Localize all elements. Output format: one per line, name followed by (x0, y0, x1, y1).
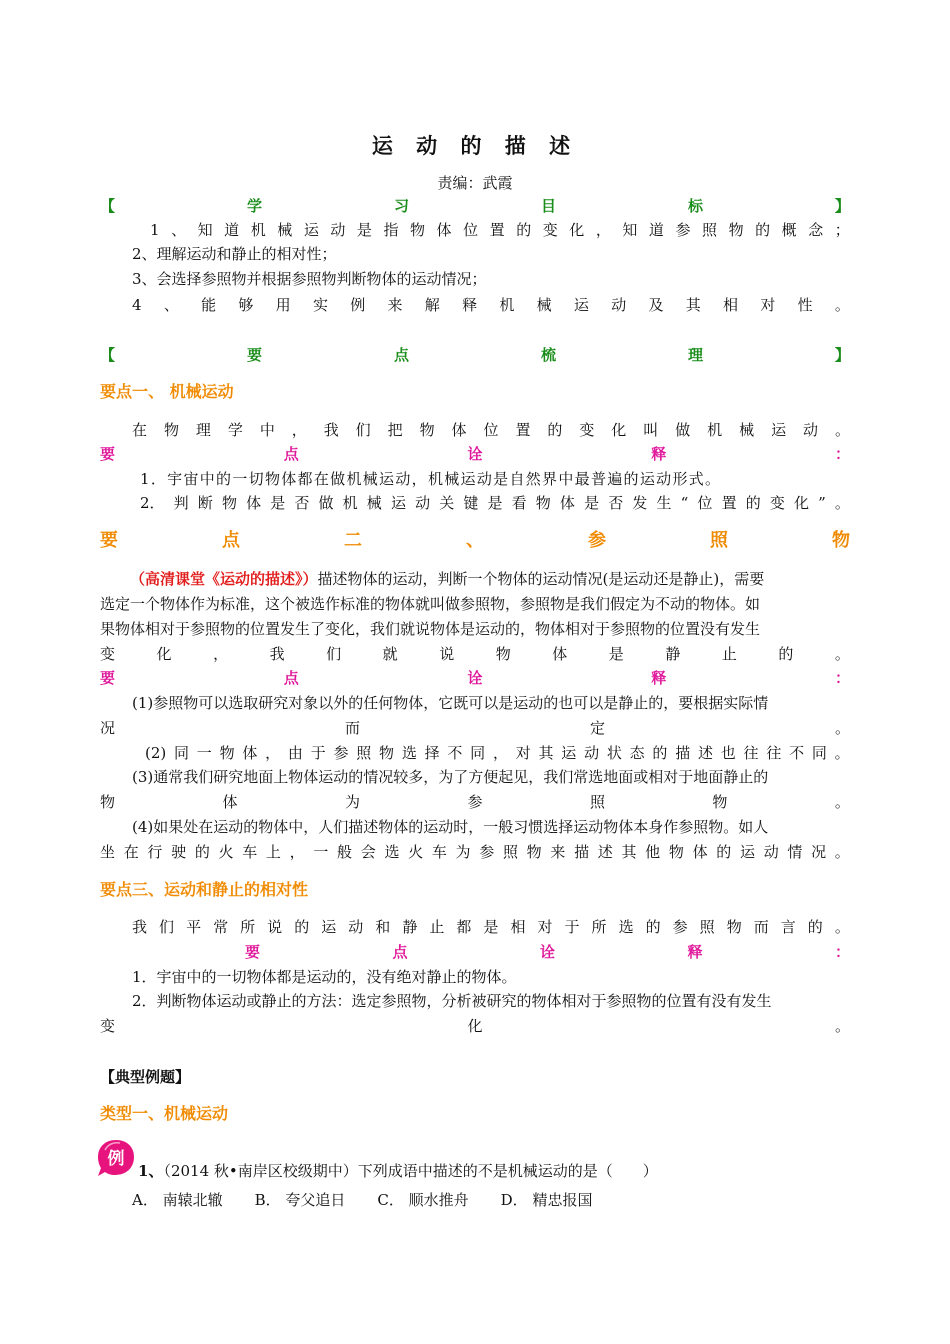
text-token: 释 (462, 296, 478, 314)
text-token: ， (213, 645, 229, 663)
text-token: 的 (194, 843, 210, 861)
text-token: 物 (726, 918, 742, 936)
text-token: 照 (699, 918, 715, 936)
text-token: 能 (201, 296, 217, 314)
hd-class-tag: （高清课堂《运动的描述》） (130, 570, 318, 588)
text-token: 键 (463, 494, 479, 512)
text-token: 述 (597, 843, 613, 861)
text-token: ， (289, 843, 305, 861)
text-token: 运 (303, 221, 319, 239)
text-token: 例 (350, 296, 366, 314)
question-1-number: 1、 (138, 1162, 164, 1180)
text-token: 来 (387, 296, 403, 314)
page-title: 运 动 的 描 述 (371, 133, 579, 158)
text-token: 械 (366, 494, 382, 512)
text-token: 和 (375, 918, 391, 936)
text-token: 体 (552, 645, 568, 663)
text-token: 位 (463, 221, 479, 239)
text-token: 释 (651, 669, 667, 687)
point-2-note-2 (145, 742, 850, 764)
text-token: 物 (832, 530, 850, 551)
text-token: 物 (668, 843, 684, 861)
text-token: 点 (283, 669, 299, 687)
text-token: 学 (227, 421, 243, 439)
text-token: 物 (163, 421, 179, 439)
text-token: 相 (723, 296, 739, 314)
examples-header: 【典型例题】 (100, 1068, 191, 1086)
text-token: 。 (834, 744, 850, 762)
text-token: 变 (769, 494, 785, 512)
text-token: 化 (793, 494, 809, 512)
text-token: ： (834, 669, 850, 687)
text-token: 物 (379, 744, 395, 762)
text-token: 诠 (467, 445, 483, 463)
text-token: ； (834, 221, 850, 239)
text-token: 。 (834, 494, 850, 512)
text-token: 参 (333, 744, 349, 762)
text-token: 运 (739, 843, 755, 861)
text-token: 运 (390, 494, 406, 512)
text-token: 释 (651, 445, 667, 463)
text-token: 关 (439, 494, 455, 512)
text-token: 而 (344, 719, 360, 737)
text-token: 习 (393, 197, 409, 215)
text-token: 的 (547, 421, 563, 439)
text-token: 物 (535, 494, 551, 512)
text-token: 车 (431, 843, 447, 861)
editor-line: 责编：武霞 (437, 174, 513, 192)
text-token: 做 (318, 494, 334, 512)
text-token: 火 (218, 843, 234, 861)
text-token: 况 (811, 843, 827, 861)
goal-item-2: 2、理解运动和静止的相对性； (132, 245, 337, 263)
text-token: 运 (561, 744, 577, 762)
point-2-note-1b (100, 717, 850, 739)
text-token: 动 (330, 221, 346, 239)
text-token: 4 (132, 296, 142, 314)
text-token: 同 (811, 744, 827, 762)
text-token: 照 (710, 530, 728, 551)
text-token: 驶 (171, 843, 187, 861)
text-token: 的 (755, 221, 771, 239)
point-3-note-2a: 2．判断物体运动或静止的方法：选定参照物，分析被研究的物体相对于参照物的位置有没有发生 (132, 992, 772, 1010)
text-token: 点 (392, 943, 408, 961)
text-token: 在 (132, 421, 148, 439)
text-token: 机 (499, 296, 515, 314)
text-token: 选 (618, 918, 634, 936)
text-token: 机 (342, 494, 358, 512)
text-token: 参 (467, 793, 483, 811)
type-1-title: 类型一、机械运动 (100, 1104, 229, 1123)
text-token: 不 (447, 744, 463, 762)
points-header (100, 344, 850, 366)
text-token: 照 (702, 221, 718, 239)
text-token: 是 (584, 494, 600, 512)
text-token: 都 (456, 918, 472, 936)
text-token: 释 (687, 943, 703, 961)
text-token: 点 (393, 346, 409, 364)
text-token: 往 (766, 744, 782, 762)
text-token: 位 (697, 494, 713, 512)
text-token: 动 (415, 494, 431, 512)
text-token: 的 (516, 221, 532, 239)
text-token: 我 (132, 918, 148, 936)
text-token: 的 (294, 918, 310, 936)
text-token: 点 (283, 445, 299, 463)
point-2-note-4a: (4)如果处在运动的物体中，人们描述物体的运动时，一般习惯选择运动物体本身作参照物。如人 (132, 818, 769, 836)
text-token: 梳 (540, 346, 556, 364)
text-token: ” (818, 494, 826, 512)
goal-item-3: 3、会选择参照物并根据参照物判断物体的运动情况； (132, 270, 487, 288)
goal-item-1 (150, 219, 850, 241)
example-badge-icon (96, 1138, 136, 1178)
text-token: 做 (675, 421, 691, 439)
text-token: ， (595, 221, 611, 239)
option-b[interactable]: B． 夸父追日 (254, 1191, 346, 1209)
text-token: 发 (632, 494, 648, 512)
text-token: 情 (787, 843, 803, 861)
text-token: 一 (196, 744, 212, 762)
text-token: ， (492, 744, 508, 762)
text-token: 变 (542, 221, 558, 239)
text-token: 运 (771, 421, 787, 439)
point-2-note-1a: (1)参照物可以选取研究对象以外的任何物体，它既可以是运动的也可以是静止的，要根据实际情 (132, 694, 769, 712)
text-token: 往 (743, 744, 759, 762)
text-token: 物 (219, 744, 235, 762)
text-token: 定 (589, 719, 605, 737)
text-token: 1 (150, 221, 160, 239)
text-token: 体 (692, 843, 708, 861)
text-token: 其 (538, 744, 554, 762)
text-token: 同 (470, 744, 486, 762)
text-token: 他 (645, 843, 661, 861)
text-token: 静 (665, 645, 681, 663)
text-token: 。 (834, 719, 850, 737)
text-token: 二 (344, 530, 362, 551)
text-token: 运 (573, 296, 589, 314)
text-token: 不 (789, 744, 805, 762)
text-token: 是 (483, 918, 499, 936)
text-token: 所 (591, 918, 607, 936)
question-1-options (132, 1189, 882, 1211)
text-token: 物 (221, 494, 237, 512)
text-token: 解 (424, 296, 440, 314)
text-token: 也 (720, 744, 736, 762)
text-token: 化 (156, 645, 172, 663)
text-token: 是 (270, 494, 286, 512)
text-token: 化 (467, 1017, 483, 1035)
text-token: 道 (648, 221, 664, 239)
point-1-note-2 (140, 492, 850, 514)
text-token: 参 (672, 918, 688, 936)
text-token: 火 (408, 843, 424, 861)
text-token: 物 (728, 221, 744, 239)
text-token: 够 (238, 296, 254, 314)
text-token: 体 (451, 421, 467, 439)
text-token: 所 (240, 918, 256, 936)
text-token: 对 (537, 918, 553, 936)
text-token: 于 (564, 918, 580, 936)
text-token: 目 (540, 197, 556, 215)
text-token: 是 (356, 221, 372, 239)
point-2-body-line-4 (100, 643, 850, 665)
point-2-body-line-1 (100, 568, 850, 590)
text-token: 照 (356, 744, 372, 762)
text-token: 。 (834, 918, 850, 936)
option-a[interactable]: A． 南辕北辙 (132, 1191, 223, 1209)
text-token: 述 (697, 744, 713, 762)
text-token: 机 (707, 421, 723, 439)
text-token: 要 (245, 943, 261, 961)
text-token: 的 (645, 918, 661, 936)
text-token: 是 (487, 494, 503, 512)
point-3-note-1: 1．宇宙中的一切物体都是运动的，没有绝对静止的物体。 (132, 968, 517, 986)
text-token: 说 (439, 645, 455, 663)
point-3-explain-label (245, 941, 850, 963)
text-token: 】 (834, 197, 850, 215)
text-token: 照 (502, 843, 518, 861)
text-token: 】 (834, 346, 850, 364)
text-token: 描 (574, 843, 590, 861)
text-token: 为 (344, 793, 360, 811)
text-token: 止 (721, 645, 737, 663)
text-token: 知 (622, 221, 638, 239)
text-token: 判 (173, 494, 189, 512)
text-token: 物 (526, 843, 542, 861)
goals-header (100, 195, 850, 217)
text-token: 2． (140, 494, 165, 512)
text-token: 用 (275, 296, 291, 314)
text-token: 为 (455, 843, 471, 861)
text-token: (2) (145, 744, 167, 762)
text-token: 中 (259, 421, 275, 439)
point-2-note-3b (100, 791, 850, 813)
text-token: 要 (100, 445, 116, 463)
text-token: 对 (760, 296, 776, 314)
text-token: “ (680, 494, 689, 512)
text-token: 动 (584, 744, 600, 762)
text-token: ， (291, 421, 307, 439)
text-token: 常 (213, 918, 229, 936)
text-token: 指 (383, 221, 399, 239)
text-token: 物 (712, 793, 728, 811)
text-token: 理 (687, 346, 703, 364)
text-token: 参 (479, 843, 495, 861)
text-token: 物 (410, 221, 426, 239)
text-token: 诠 (467, 669, 483, 687)
text-token: 看 (511, 494, 527, 512)
text-token: 的 (652, 744, 668, 762)
text-token: 相 (510, 918, 526, 936)
text-token: 。 (834, 421, 850, 439)
text-token: 运 (321, 918, 337, 936)
text-token: 选 (401, 744, 417, 762)
text-token: 标 (687, 197, 703, 215)
text-token: 来 (550, 843, 566, 861)
text-token: 【 (100, 346, 116, 364)
text-token: 机 (250, 221, 266, 239)
point-2-note-3a: (3)通常我们研究地面上物体运动的情况较多，为了方便起见，我们常选地面或相对于地面静止的 (132, 768, 769, 786)
text-token: 是 (608, 645, 624, 663)
point-2-explain-label (100, 667, 850, 689)
text-token: 及 (648, 296, 664, 314)
example-badge-label: 例 (107, 1149, 125, 1169)
text-token: 变 (100, 1017, 116, 1035)
point-3-definition (132, 916, 850, 938)
text-token: 化 (569, 221, 585, 239)
text-token: 照 (589, 793, 605, 811)
point-2-body-text: 描述物体的运动，判断一个物体的运动情况(是运动还是静止)，需要 (317, 570, 765, 588)
text-token: 行 (147, 843, 163, 861)
text-token: ： (834, 943, 850, 961)
text-token: 生 (656, 494, 672, 512)
text-token: 变 (579, 421, 595, 439)
text-token: 把 (387, 421, 403, 439)
point-2-body-line-3: 果物体相对于参照物的位置发生了变化，我们就说物体是运动的，物体相对于参照物的位置没有发生 (100, 620, 761, 638)
text-token: 学 (246, 197, 262, 215)
point-1-title: 要点一、 机械运动 (100, 382, 234, 401)
text-token: 于 (310, 744, 326, 762)
text-token: 、 (466, 530, 484, 551)
text-token: 选 (384, 843, 400, 861)
option-c[interactable]: C． 顺水推舟 (377, 1191, 469, 1209)
text-token: 言 (780, 918, 796, 936)
text-token: 止 (429, 918, 445, 936)
text-token: 由 (287, 744, 303, 762)
text-token: 参 (675, 221, 691, 239)
text-token: 道 (224, 221, 240, 239)
text-token: 车 (242, 843, 258, 861)
text-token: 械 (277, 221, 293, 239)
point-1-definition (132, 419, 850, 441)
text-token: 物 (419, 421, 435, 439)
text-token: 动 (611, 296, 627, 314)
text-token: 【 (100, 197, 116, 215)
option-d[interactable]: D． 精忠报国 (500, 1191, 593, 1209)
text-token: 我 (323, 421, 339, 439)
text-token: 变 (100, 645, 116, 663)
text-token: 般 (337, 843, 353, 861)
text-token: 置 (721, 494, 737, 512)
text-token: 体 (246, 494, 262, 512)
text-token: 况 (100, 719, 116, 737)
question-1-text: （2014 秋•南岸区校级期中）下列成语中描述的不是机械运动的是（ ） (163, 1162, 658, 1180)
text-token: ， (265, 744, 281, 762)
point-1-explain-label (100, 443, 850, 465)
text-token: 的 (745, 494, 761, 512)
text-token: 性 (797, 296, 813, 314)
point-2-note-4b (100, 841, 850, 863)
point-3-note-2b (100, 1015, 850, 1037)
text-token: 其 (621, 843, 637, 861)
text-token: 。 (834, 793, 850, 811)
text-token: 而 (753, 918, 769, 936)
text-token: 断 (197, 494, 213, 512)
text-token: 们 (326, 645, 342, 663)
text-token: 说 (267, 918, 283, 936)
text-token: 。 (834, 1017, 850, 1035)
text-token: 置 (489, 221, 505, 239)
text-token: 物 (495, 645, 511, 663)
text-token: 的 (807, 918, 823, 936)
text-token: 我 (269, 645, 285, 663)
text-token: 态 (629, 744, 645, 762)
text-token: 其 (685, 296, 701, 314)
point-2-title (100, 530, 850, 552)
text-token: 在 (123, 843, 139, 861)
text-token: 们 (159, 918, 175, 936)
text-token: 择 (424, 744, 440, 762)
text-token: 就 (382, 645, 398, 663)
text-token: 体 (242, 744, 258, 762)
text-token: 体 (222, 793, 238, 811)
text-token: 诠 (539, 943, 555, 961)
text-token: 对 (515, 744, 531, 762)
text-token: 同 (174, 744, 190, 762)
text-token: 描 (675, 744, 691, 762)
text-token: 、 (171, 221, 187, 239)
text-token: 物 (100, 793, 116, 811)
text-token: 、 (163, 296, 179, 314)
text-token: 理 (195, 421, 211, 439)
text-token: 们 (355, 421, 371, 439)
text-token: 。 (834, 843, 850, 861)
text-token: 知 (197, 221, 213, 239)
point-2-body-line-2: 选定一个物体作为标准，这个被选作标准的物体就叫做参照物，参照物是我们假定为不动的物体。如 (100, 595, 761, 613)
text-token: 叫 (643, 421, 659, 439)
text-token: 平 (186, 918, 202, 936)
text-token: 坐 (100, 843, 116, 861)
text-token: 的 (778, 645, 794, 663)
point-3-title: 要点三、运动和静止的相对性 (100, 880, 309, 899)
text-token: 点 (222, 530, 240, 551)
text-token: 体 (559, 494, 575, 512)
text-token: 念 (808, 221, 824, 239)
text-token: 械 (536, 296, 552, 314)
text-token: 动 (348, 918, 364, 936)
text-token: 实 (312, 296, 328, 314)
text-token: 械 (739, 421, 755, 439)
text-token: 动 (803, 421, 819, 439)
text-token: 一 (313, 843, 329, 861)
text-token: 上 (265, 843, 281, 861)
text-token: 。 (834, 296, 850, 314)
point-1-note-1: 1．宇宙中的一切物体都在做机械运动，机械运动是自然界中最普遍的运动形式。 (140, 470, 722, 488)
text-token: 否 (294, 494, 310, 512)
text-token: 要 (246, 346, 262, 364)
text-token: 参 (588, 530, 606, 551)
text-token: 体 (436, 221, 452, 239)
text-token: 概 (781, 221, 797, 239)
text-token: 要 (100, 669, 116, 687)
text-token: 动 (763, 843, 779, 861)
text-token: 位 (483, 421, 499, 439)
text-token: 会 (360, 843, 376, 861)
text-token: 否 (608, 494, 624, 512)
text-token: 置 (515, 421, 531, 439)
text-token: 。 (834, 645, 850, 663)
text-token: 静 (402, 918, 418, 936)
goal-item-4 (132, 294, 850, 316)
text-token: 状 (606, 744, 622, 762)
text-token: 要 (100, 530, 118, 551)
text-token: 化 (611, 421, 627, 439)
text-token: 的 (716, 843, 732, 861)
text-token: ： (834, 445, 850, 463)
question-1 (138, 1160, 888, 1182)
